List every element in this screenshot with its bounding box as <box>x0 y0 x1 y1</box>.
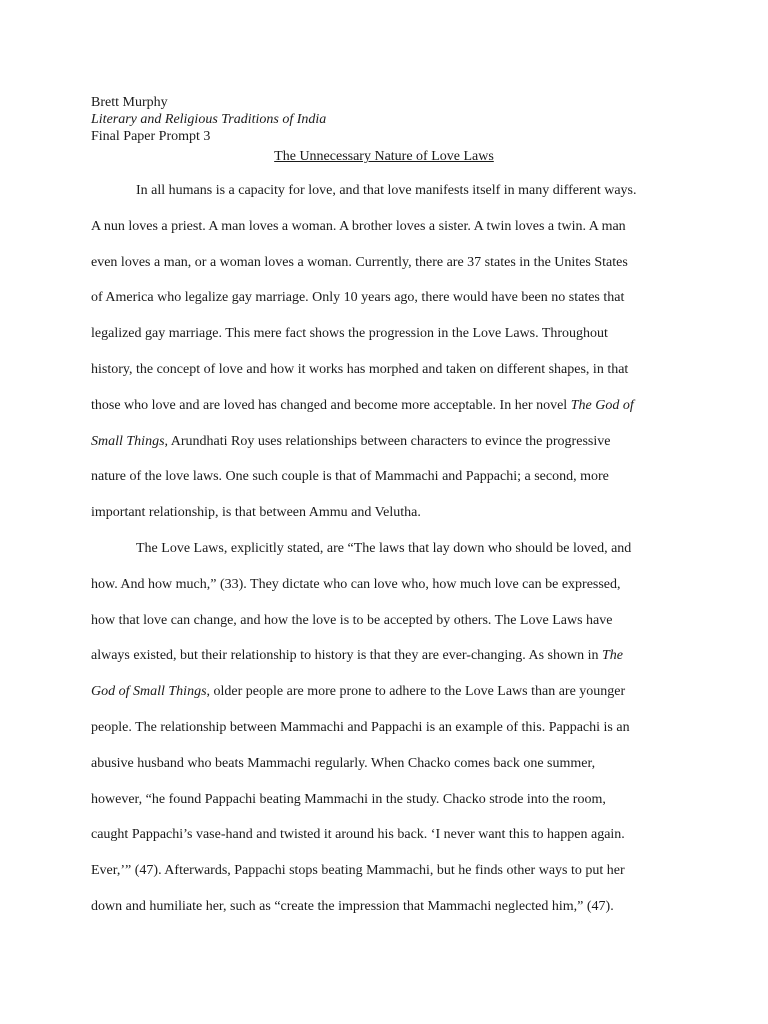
text-segment: how. And how much,” (33). They dictate who can love who, how much love can be expressed, <box>91 576 621 592</box>
text-line <box>91 288 691 324</box>
text-segment: those who love and are loved has changed and become more acceptable. In her novel <box>91 397 571 413</box>
author-name: Brett Murphy <box>91 95 168 110</box>
text-segment: people. The relationship between Mammachi and Pappachi is an example of this. Pappachi is an <box>91 719 630 735</box>
italic-text: The <box>602 648 623 664</box>
text-line <box>91 324 691 360</box>
text-segment: Ever,’” (47). Afterwards, Pappachi stops beating Mammachi, but he finds other ways to put her <box>91 863 625 879</box>
course-title: Literary and Religious Traditions of India <box>91 112 327 127</box>
text-segment: nature of the love laws. One such couple is that of Mammachi and Pappachi; a second, more <box>91 469 609 485</box>
text-line <box>91 825 691 861</box>
text-segment: A nun loves a priest. A man loves a woman. A brother loves a sister. A twin loves a twin. A man <box>91 218 626 234</box>
text-line <box>91 503 691 539</box>
text-line <box>91 718 691 754</box>
text-line <box>91 861 691 897</box>
text-segment: however, “he found Pappachi beating Mammachi in the study. Chacko strode into the room, <box>91 791 606 807</box>
text-segment: , Arundhati Roy uses relationships between characters to evince the progressive <box>164 433 611 449</box>
assignment-label: Final Paper Prompt 3 <box>91 129 211 144</box>
text-segment: The Love Laws, explicitly stated, are “The laws that lay down who should be loved, and <box>136 540 632 556</box>
paper-title: The Unnecessary Nature of Love Laws <box>274 149 494 164</box>
text-segment: of America who legalize gay marriage. Only 10 years ago, there would have been no states that <box>91 290 625 306</box>
text-segment: history, the concept of love and how it works has morphed and taken on different shapes, in that <box>91 361 629 377</box>
text-segment: always existed, but their relationship to history is that they are ever-changing. As shown in <box>91 648 602 664</box>
text-line <box>91 754 691 790</box>
text-segment: down and humiliate her, such as “create the impression that Mammachi neglected him,” (47). <box>91 898 614 914</box>
text-line <box>91 181 691 217</box>
italic-text: God of Small Things <box>91 684 207 700</box>
text-line <box>91 467 691 503</box>
text-line <box>91 682 691 718</box>
text-line <box>91 539 691 575</box>
text-segment: legalized gay marriage. This mere fact shows the progression in the Love Laws. Throughout <box>91 326 608 342</box>
text-line <box>91 790 691 826</box>
body-text <box>91 181 691 933</box>
text-line <box>91 897 691 933</box>
text-line <box>91 432 691 468</box>
text-segment: how that love can change, and how the love is to be accepted by others. The Love Laws have <box>91 612 613 628</box>
text-segment: caught Pappachi’s vase-hand and twisted it around his back. ‘I never want this to happen again. <box>91 827 625 843</box>
text-line <box>91 611 691 647</box>
text-segment: important relationship, is that between Ammu and Velutha. <box>91 505 421 521</box>
text-line <box>91 396 691 432</box>
italic-text: Small Things <box>91 433 165 449</box>
text-line <box>91 575 691 611</box>
text-line <box>91 646 691 682</box>
paper-header <box>91 94 326 145</box>
text-segment: In all humans is a capacity for love, and that love manifests itself in many different ways. <box>136 183 637 198</box>
text-segment: even loves a man, or a woman loves a woman. Currently, there are 37 states in the Unites States <box>91 254 628 270</box>
text-line <box>91 360 691 396</box>
italic-text: The God of <box>570 397 634 413</box>
text-segment: abusive husband who beats Mammachi regularly. When Chacko comes back one summer, <box>91 755 596 771</box>
text-segment: , older people are more prone to adhere to the Love Laws than are younger <box>206 684 626 700</box>
text-line <box>91 253 691 289</box>
text-line <box>91 217 691 253</box>
